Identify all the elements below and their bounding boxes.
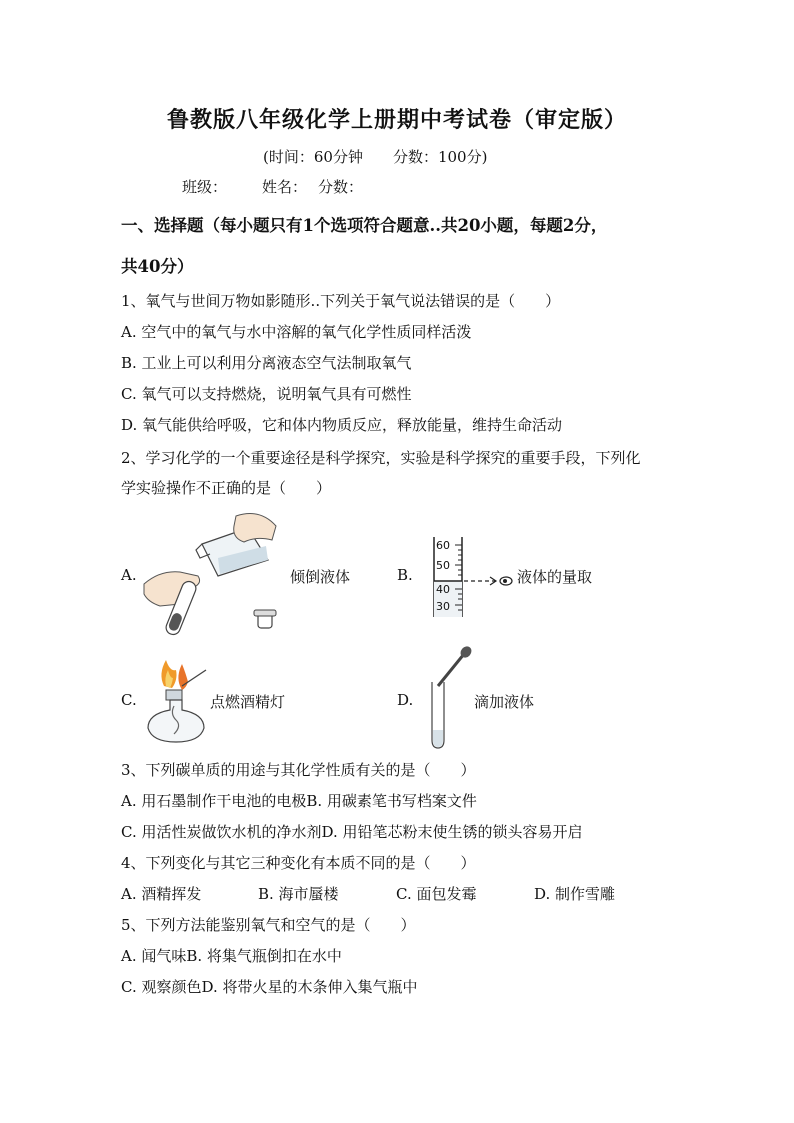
dropper-test-tube-illustration bbox=[424, 646, 474, 750]
q2-option-a-caption: 倾倒液体 bbox=[290, 568, 351, 586]
q2-option-a-letter: A. bbox=[121, 566, 137, 584]
alcohol-lamp-illustration bbox=[142, 656, 212, 744]
q5-stem: 5、下列方法能鉴别氧气和空气的是（ ） bbox=[121, 916, 416, 934]
q2-option-c-caption: 点燃酒精灯 bbox=[210, 693, 286, 711]
q1-option-a: A. 空气中的氧气与水中溶解的氧气化学性质同样活泼 bbox=[121, 323, 472, 341]
section-heading-line1: 一、选择题（每小题只有1个选项符合题意..共20小题，每题2分， bbox=[121, 216, 608, 235]
page-title: 鲁教版八年级化学上册期中考试卷（审定版） bbox=[166, 107, 627, 133]
scale-label-30: 30 bbox=[436, 600, 450, 613]
q4-stem: 4、下列变化与其它三种变化有本质不同的是（ ） bbox=[121, 854, 476, 872]
class-label: 班级： bbox=[182, 178, 228, 196]
q4-option-d: D. 制作雪雕 bbox=[534, 885, 616, 903]
q5-options-cd: C. 观察颜色D. 将带火星的木条伸入集气瓶中 bbox=[121, 978, 418, 996]
q5-options-ab: A. 闻气味B. 将集气瓶倒扣在水中 bbox=[121, 947, 342, 965]
measuring-cylinder-illustration bbox=[428, 533, 518, 617]
q2-stem-line1: 2、学习化学的一个重要途径是科学探究，实验是科学探究的重要手段，下列化 bbox=[121, 449, 641, 467]
score-label: 分数： bbox=[318, 178, 364, 196]
q2-option-b-letter: B. bbox=[397, 566, 413, 584]
time-score: (时间：60分钟 分数：100分) bbox=[263, 148, 488, 166]
q2-option-d-caption: 滴加液体 bbox=[474, 693, 535, 711]
q2-stem-line2: 学实验操作不正确的是（ ） bbox=[121, 479, 332, 497]
q4-option-c: C. 面包发霉 bbox=[396, 885, 477, 903]
q1-option-b: B. 工业上可以利用分离液态空气法制取氧气 bbox=[121, 354, 412, 372]
pouring-liquid-illustration bbox=[140, 506, 285, 636]
q1-option-c: C. 氧气可以支持燃烧，说明氧气具有可燃性 bbox=[121, 385, 412, 403]
q2-option-b-caption: 液体的量取 bbox=[517, 568, 593, 586]
q3-stem: 3、下列碳单质的用途与其化学性质有关的是（ ） bbox=[121, 761, 476, 779]
q4-option-b: B. 海市蜃楼 bbox=[258, 885, 339, 903]
name-label: 姓名： bbox=[262, 178, 308, 196]
scale-label-60: 60 bbox=[436, 539, 450, 552]
q1-stem: 1、氧气与世间万物如影随形..下列关于氧气说法错误的是（ ） bbox=[121, 292, 561, 310]
q2-option-d-letter: D. bbox=[397, 691, 414, 709]
scale-label-40: 40 bbox=[436, 583, 450, 596]
section-heading-line2: 共40分） bbox=[121, 257, 194, 276]
q1-option-d: D. 氧气能供给呼吸，它和体内物质反应，释放能量，维持生命活动 bbox=[121, 416, 563, 434]
q3-options-cd: C. 用活性炭做饮水机的净水剂D. 用铅笔芯粉末使生锈的锁头容易开启 bbox=[121, 823, 583, 841]
q4-option-a: A. 酒精挥发 bbox=[121, 885, 202, 903]
q2-option-c-letter: C. bbox=[121, 691, 137, 709]
q3-options-ab: A. 用石墨制作干电池的电极B. 用碳素笔书写档案文件 bbox=[121, 792, 477, 810]
scale-label-50: 50 bbox=[436, 559, 450, 572]
